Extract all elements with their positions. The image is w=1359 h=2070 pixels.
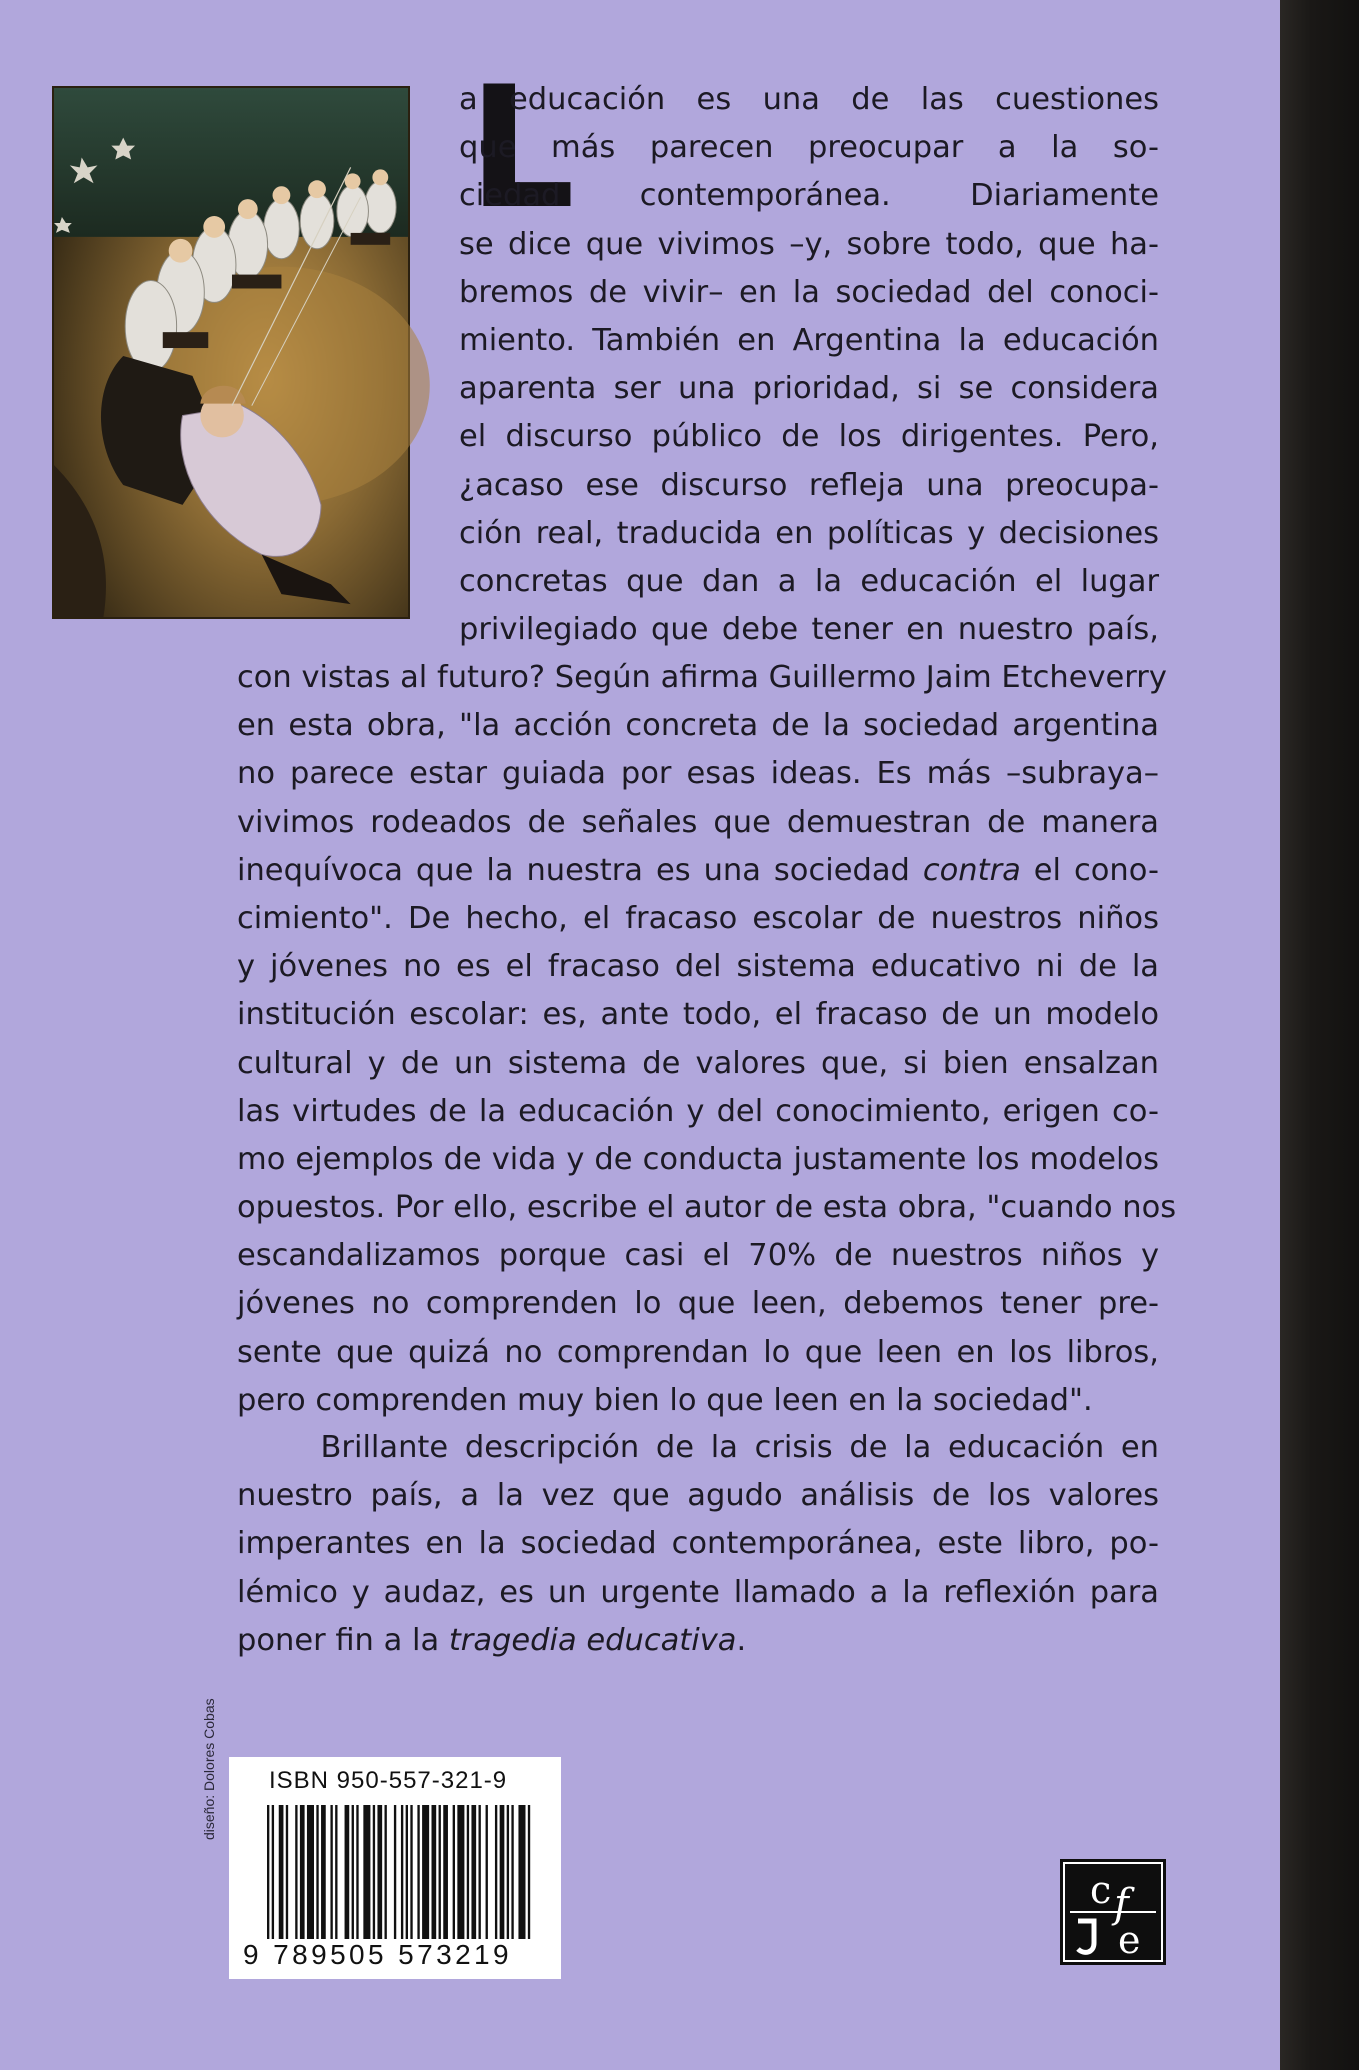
book-spine <box>1280 0 1359 2070</box>
text-line: que más parecen preocupar a la so- <box>459 130 1159 166</box>
intro-paragraph-top <box>459 50 1159 654</box>
barcode-bar <box>363 1805 370 1939</box>
barcode-bar <box>300 1805 305 1939</box>
barcode-bar <box>279 1805 284 1939</box>
barcode-bar <box>406 1805 408 1939</box>
barcode-bar <box>272 1805 274 1939</box>
text-line: cultural y de un sistema de valores que, si bien ensalzan <box>237 1045 1159 1081</box>
barcode-bar <box>518 1805 525 1939</box>
barcode-bar <box>295 1805 297 1939</box>
text-segment: poner fin a la <box>237 1622 449 1658</box>
isbn-label: ISBN 950-557-321-9 <box>269 1767 508 1794</box>
barcode-bar <box>373 1805 375 1939</box>
text-line: cimiento". De hecho, el fracaso escolar de nuestros niños <box>237 900 1159 936</box>
text-line: ciedad contemporánea. Diariamente <box>459 178 1159 214</box>
barcode-digits: 9 789505 573219 <box>243 1939 512 1970</box>
barcode-bar <box>330 1805 332 1939</box>
drop-cap: L <box>468 50 576 246</box>
barcode-bar <box>286 1805 288 1939</box>
barcode-bar <box>316 1805 318 1939</box>
intro-paragraph-rest <box>237 654 1177 1425</box>
text-line <box>237 1617 1159 1665</box>
barcode-bar <box>507 1805 509 1939</box>
text-line: Brillante descripción de la crisis de la educación en <box>237 1430 1159 1465</box>
italic-title: tragedia educativa <box>448 1622 737 1658</box>
barcode-bar <box>401 1805 403 1939</box>
barcode-bar <box>335 1805 337 1939</box>
text-line: no parece estar guiada por esas ideas. Es más –subraya– <box>237 756 1159 792</box>
text-line: opuestos. Por ello, escribe el autor de esta obra, "cuando nos <box>237 1190 1177 1226</box>
barcode-bar <box>439 1805 441 1939</box>
text-line: jóvenes no comprenden lo que leen, debemos tener pre- <box>237 1286 1159 1322</box>
barcode-bar <box>356 1805 358 1939</box>
text-line: en esta obra, "la acción concreta de la sociedad argentina <box>237 708 1159 744</box>
barcode-icon <box>267 1805 529 1939</box>
text-line: ¿acaso ese discurso refleja una preocupa- <box>459 467 1159 503</box>
text-segment: . <box>736 1622 747 1658</box>
barcode-bar <box>453 1805 455 1939</box>
barcode-bar <box>500 1805 505 1939</box>
text-line: y jóvenes no es el fracaso del sistema educativo ni de la <box>237 949 1159 985</box>
barcode-bar <box>511 1805 513 1939</box>
text-line: aparenta ser una prioridad, si se considera <box>459 371 1159 407</box>
closing-paragraph <box>237 1424 1159 1665</box>
text-line: imperantes en la sociedad contemporánea, este libro, po- <box>237 1526 1159 1562</box>
barcode-bar <box>267 1805 269 1939</box>
text-line: con vistas al futuro? Según afirma Guillermo Jaim Etcheverry <box>237 660 1167 695</box>
barcode-bar <box>417 1805 419 1939</box>
text-line: a educación es una de las cuestiones <box>459 82 1159 117</box>
publisher-logo-icon <box>1060 1859 1166 1965</box>
barcode-bar <box>443 1805 448 1939</box>
barcode-bar <box>410 1805 412 1939</box>
barcode-bar <box>345 1805 350 1939</box>
logo-letter-e: e <box>1118 1918 1141 1962</box>
text-line: se dice que vivimos –y, sobre todo, que ha- <box>459 226 1159 262</box>
barcode-bar <box>479 1805 481 1939</box>
barcode-bar <box>307 1805 314 1939</box>
barcode-bar <box>377 1805 382 1939</box>
barcode-bar <box>385 1805 387 1939</box>
text-line: miento. También en Argentina la educación <box>459 322 1159 358</box>
logo-letter-c: c <box>1090 1868 1112 1912</box>
text-line: sente que quizá no comprendan lo que leen en los libros, <box>237 1334 1159 1370</box>
text-segment: el cono- <box>1020 852 1159 888</box>
barcode-bar <box>352 1805 354 1939</box>
text-line: escandalizamos porque casi el 70% de nuestros niños y <box>237 1238 1159 1274</box>
text-line <box>237 847 1159 895</box>
text-line: ción real, traducida en políticas y decisiones <box>459 515 1159 551</box>
logo-letter-f: f <box>1114 1881 1129 1927</box>
barcode-bar <box>471 1805 476 1939</box>
text-line: institución escolar: es, ante todo, el fracaso de un modelo <box>237 997 1159 1033</box>
barcode-bar <box>486 1805 488 1939</box>
barcode-bar <box>422 1805 429 1939</box>
barcode-bar <box>394 1805 396 1939</box>
text-line: mo ejemplos de vida y de conducta justamente los modelos <box>237 1141 1159 1177</box>
text-line: concretas que dan a la educación el lugar <box>459 563 1159 599</box>
barcode-bar <box>321 1805 326 1939</box>
barcode-bar <box>467 1805 469 1939</box>
text-line: privilegiado que debe tener en nuestro país, <box>459 612 1159 648</box>
text-segment: inequívoca que la nuestra es una sociedad <box>237 852 923 888</box>
barcode-bar <box>457 1805 464 1939</box>
barcode-bar <box>432 1805 437 1939</box>
text-line: pero comprenden muy bien lo que leen en la sociedad". <box>237 1382 1093 1418</box>
barcode-bar <box>495 1805 497 1939</box>
designer-credit: diseño: Dolores Cobas <box>201 1698 217 1840</box>
isbn-barcode-box <box>229 1757 561 1979</box>
italic-word: contra <box>922 852 1021 888</box>
text-line: las virtudes de la educación y del conocimiento, erigen co- <box>237 1093 1159 1129</box>
text-line: bremos de vivir– en la sociedad del conoci- <box>459 274 1159 310</box>
barcode-bar <box>528 1805 530 1939</box>
text-line: vivimos rodeados de señales que demuestran de manera <box>237 804 1159 840</box>
text-line: lémico y audaz, es un urgente llamado a la reflexión para <box>237 1574 1159 1610</box>
text-line: nuestro país, a la vez que agudo análisis de los valores <box>237 1478 1159 1514</box>
text-line: el discurso público de los dirigentes. Pero, <box>459 419 1159 455</box>
children-circle-painting-icon <box>52 86 410 619</box>
